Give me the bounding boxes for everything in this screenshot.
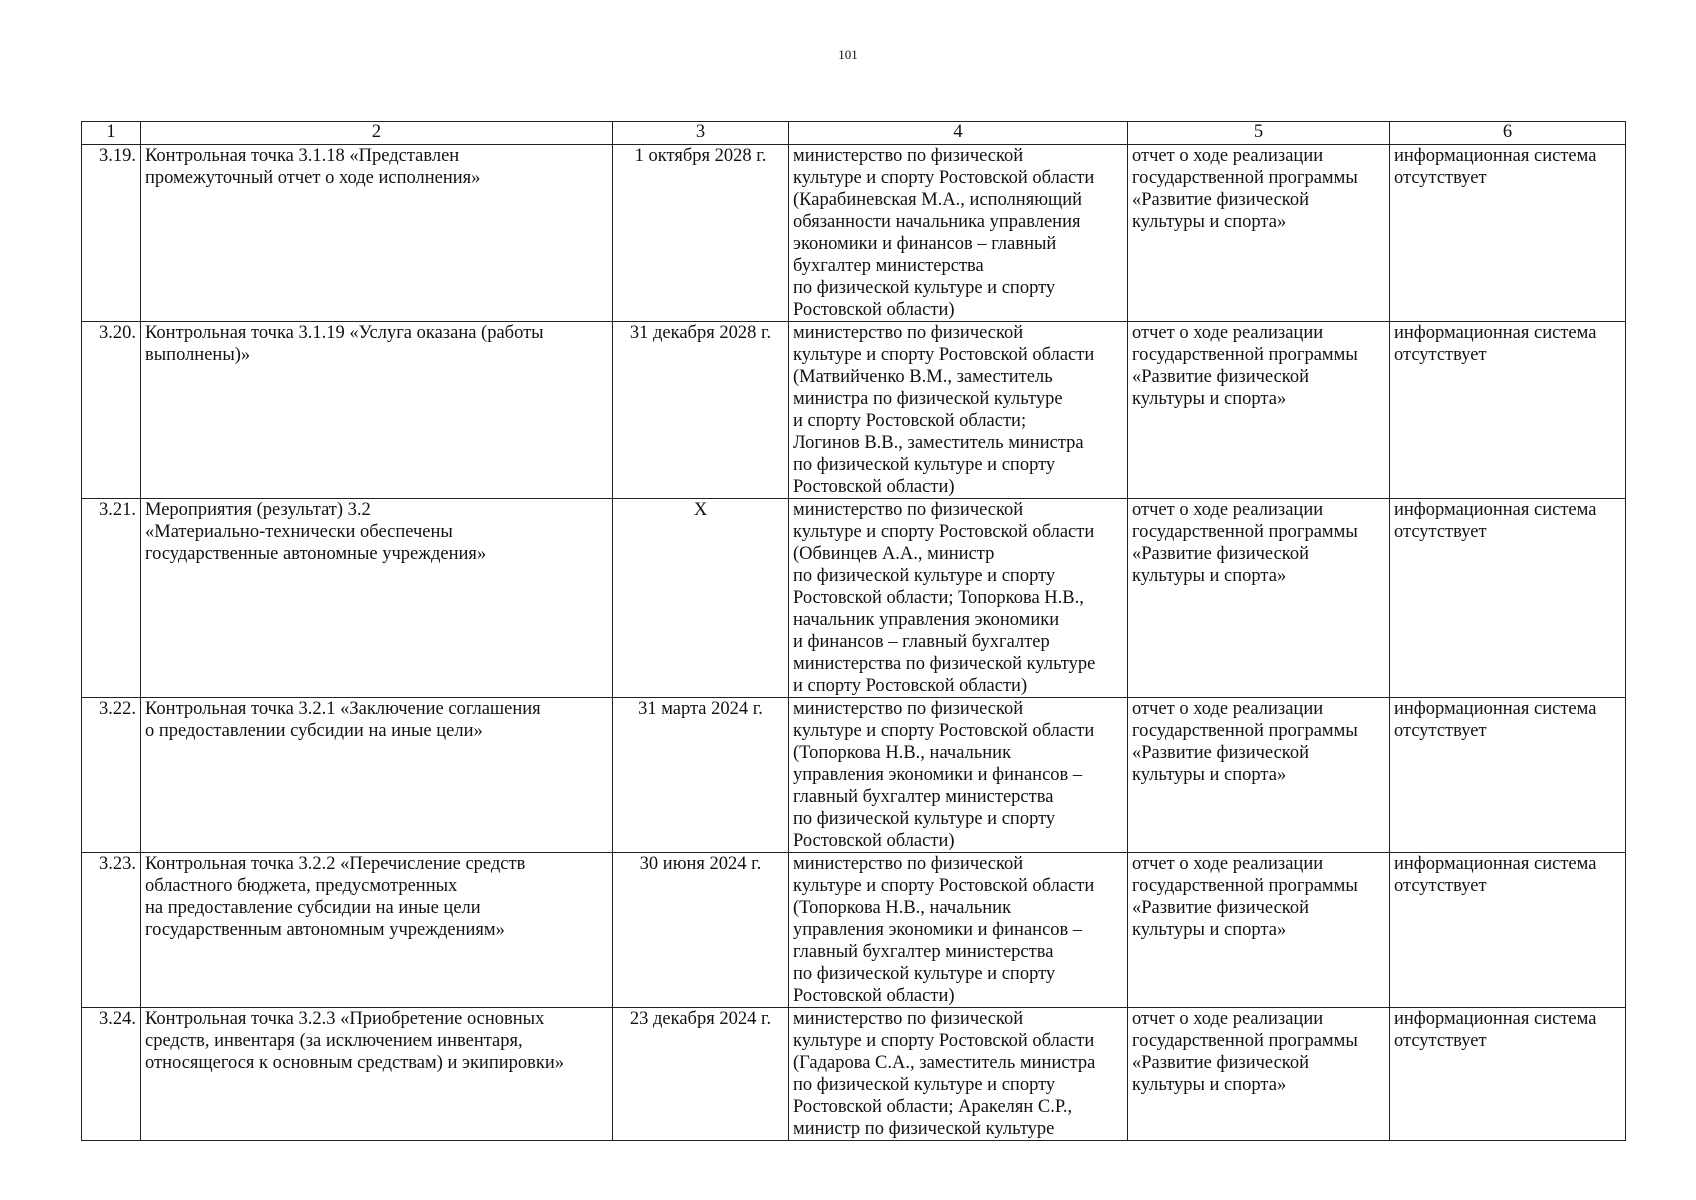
row-number: 3.20. bbox=[82, 322, 141, 499]
table-row bbox=[82, 145, 1626, 322]
table-row bbox=[82, 698, 1626, 853]
deadline-date: 1 октября 2028 г. bbox=[613, 145, 789, 322]
event-name: Контрольная точка 3.1.18 «Представлен промежуточный отчет о ходе исполнения» bbox=[141, 145, 613, 322]
table-row bbox=[82, 322, 1626, 499]
plan-table bbox=[81, 121, 1626, 1141]
responsible-executor: министерство по физической культуре и спорту Ростовской области (Топоркова Н.В., начальник управления экономики и финансов – главный бухгалтер министерства по физической культуре и спорту Ростовской области) bbox=[789, 853, 1128, 1008]
information-system: информационная система отсутствует bbox=[1390, 499, 1626, 698]
information-system: информационная система отсутствует bbox=[1390, 322, 1626, 499]
event-name: Контрольная точка 3.2.3 «Приобретение основных средств, инвентаря (за исключением инвентаря, относящегося к основным средствам) и экипировки» bbox=[141, 1008, 613, 1141]
event-name: Контрольная точка 3.2.2 «Перечисление средств областного бюджета, предусмотренных на предоставление субсидии на иные цели государственным автономным учреждениям» bbox=[141, 853, 613, 1008]
confirming-document: отчет о ходе реализации государственной программы «Развитие физической культуры и спорта» bbox=[1128, 853, 1390, 1008]
confirming-document: отчет о ходе реализации государственной программы «Развитие физической культуры и спорта» bbox=[1128, 322, 1390, 499]
deadline-date: 30 июня 2024 г. bbox=[613, 853, 789, 1008]
responsible-executor: министерство по физической культуре и спорту Ростовской области (Обвинцев А.А., министр по физической культуре и спорту Ростовской области; Топоркова Н.В., начальник управления экономики и финансов – главный бухгалтер министерства по физической культуре и спорту Ростовской области) bbox=[789, 499, 1128, 698]
deadline-date: 23 декабря 2024 г. bbox=[613, 1008, 789, 1141]
information-system: информационная система отсутствует bbox=[1390, 853, 1626, 1008]
header-cell: 2 bbox=[141, 122, 613, 145]
table-row bbox=[82, 853, 1626, 1008]
deadline-date: 31 декабря 2028 г. bbox=[613, 322, 789, 499]
row-number: 3.22. bbox=[82, 698, 141, 853]
confirming-document: отчет о ходе реализации государственной программы «Развитие физической культуры и спорта» bbox=[1128, 698, 1390, 853]
row-number: 3.19. bbox=[82, 145, 141, 322]
information-system: информационная система отсутствует bbox=[1390, 145, 1626, 322]
responsible-executor: министерство по физической культуре и спорту Ростовской области (Карабиневская М.А., исполняющий обязанности начальника управления экономики и финансов – главный бухгалтер министерства по физической культуре и спорту Ростовской области) bbox=[789, 145, 1128, 322]
deadline-date: 31 марта 2024 г. bbox=[613, 698, 789, 853]
table-header-row bbox=[82, 122, 1626, 145]
table-row bbox=[82, 499, 1626, 698]
header-cell: 4 bbox=[789, 122, 1128, 145]
page-number: 101 bbox=[838, 47, 858, 62]
information-system: информационная система отсутствует bbox=[1390, 698, 1626, 853]
confirming-document: отчет о ходе реализации государственной программы «Развитие физической культуры и спорта» bbox=[1128, 145, 1390, 322]
responsible-executor: министерство по физической культуре и спорту Ростовской области (Топоркова Н.В., начальник управления экономики и финансов – главный бухгалтер министерства по физической культуре и спорту Ростовской области) bbox=[789, 698, 1128, 853]
header-cell: 5 bbox=[1128, 122, 1390, 145]
deadline-date: Х bbox=[613, 499, 789, 698]
row-number: 3.23. bbox=[82, 853, 141, 1008]
responsible-executor: министерство по физической культуре и спорту Ростовской области (Гадарова С.А., заместитель министра по физической культуре и спорту Ростовской области; Аракелян С.Р., министр по физической культуре bbox=[789, 1008, 1128, 1141]
row-number: 3.24. bbox=[82, 1008, 141, 1141]
header-cell: 3 bbox=[613, 122, 789, 145]
confirming-document: отчет о ходе реализации государственной программы «Развитие физической культуры и спорта» bbox=[1128, 1008, 1390, 1141]
confirming-document: отчет о ходе реализации государственной программы «Развитие физической культуры и спорта» bbox=[1128, 499, 1390, 698]
header-cell: 1 bbox=[82, 122, 141, 145]
row-number: 3.21. bbox=[82, 499, 141, 698]
event-name: Контрольная точка 3.2.1 «Заключение соглашения о предоставлении субсидии на иные цели» bbox=[141, 698, 613, 853]
information-system: информационная система отсутствует bbox=[1390, 1008, 1626, 1141]
event-name: Мероприятия (результат) 3.2 «Материально-технически обеспечены государственные автономные учреждения» bbox=[141, 499, 613, 698]
event-name: Контрольная точка 3.1.19 «Услуга оказана (работы выполнены)» bbox=[141, 322, 613, 499]
header-cell: 6 bbox=[1390, 122, 1626, 145]
table-row bbox=[82, 1008, 1626, 1141]
responsible-executor: министерство по физической культуре и спорту Ростовской области (Матвийченко В.М., заместитель министра по физической культуре и спорту Ростовской области; Логинов В.В., заместитель министра по физической культуре и спорту Ростовской области) bbox=[789, 322, 1128, 499]
